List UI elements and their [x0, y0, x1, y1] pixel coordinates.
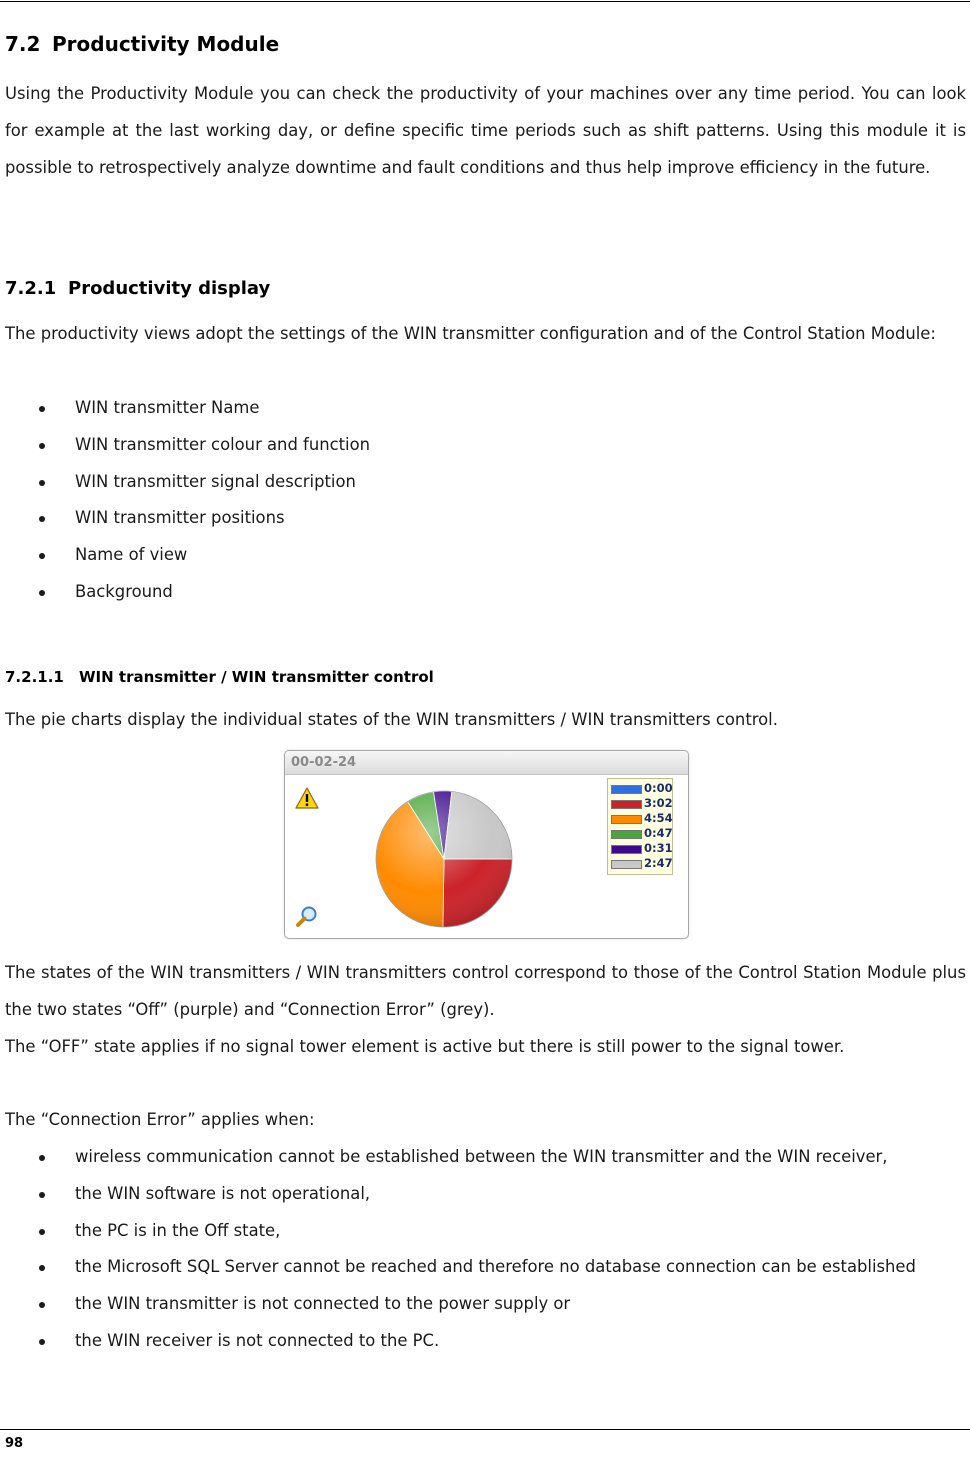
bullet-icon: [39, 443, 45, 449]
productivity-widget: [284, 750, 689, 939]
legend-swatch: [611, 815, 642, 824]
legend-swatch: [611, 830, 642, 839]
subsubsection-title: WIN transmitter / WIN transmitter control: [79, 668, 434, 686]
list-item: WIN transmitter colour and function: [0, 427, 966, 464]
subsection-number: 7.2.1: [5, 278, 57, 299]
states-paragraph: The states of the WIN transmitters / WIN transmitters control correspond to those of the Control Station Module plus the two states “Off” (purple) and “Connection Error” (grey).: [5, 963, 966, 1019]
list-item: WIN transmitter positions: [0, 500, 966, 537]
legend-label: 0:47: [644, 826, 673, 840]
list-item: the Microsoft SQL Server cannot be reached and therefore no database connection can be established: [0, 1249, 966, 1286]
subsubsection-number: 7.2.1.1: [5, 668, 64, 686]
bullet-icon: [39, 406, 45, 412]
off-state-paragraph: The “OFF” state applies if no signal tower element is active but there is still power to the signal tower.: [5, 1037, 845, 1056]
list-item: Background: [0, 574, 966, 611]
section-intro: Using the Productivity Module you can check the productivity of your machines over any time period. You can look for example at the last working day, or define specific time periods such as shift patterns. Using this module it is possible to retrospectively analyze downtime and fault conditions and thus help improve efficiency in the future.: [5, 84, 966, 177]
bullet-icon: [39, 1192, 45, 1198]
pie-legend: [607, 778, 673, 875]
legend-swatch: [611, 860, 642, 869]
bullet-icon: [39, 1302, 45, 1308]
header-rule: [0, 1, 970, 2]
bullet-icon: [39, 590, 45, 596]
legend-label: 3:02: [644, 796, 673, 810]
subsubsection-heading: [5, 668, 434, 686]
widget-title: 00-02-24: [291, 755, 357, 770]
section-heading: [5, 32, 279, 56]
section-title: Productivity Module: [52, 32, 280, 56]
warning-icon[interactable]: [295, 787, 319, 813]
bullet-icon: [39, 1229, 45, 1235]
legend-label: 0:31: [644, 841, 673, 855]
pie-chart: [371, 786, 517, 932]
connection-error-intro: The “Connection Error” applies when:: [5, 1110, 315, 1129]
list-item: the WIN transmitter is not connected to the power supply or: [0, 1286, 966, 1323]
subsection-intro: The productivity views adopt the settings of the WIN transmitter configuration and of the Control Station Module:: [5, 324, 936, 343]
settings-list: [0, 390, 966, 611]
magnifier-icon[interactable]: [295, 905, 319, 933]
subsection-heading: [5, 278, 270, 299]
bullet-icon: [39, 480, 45, 486]
widget-header: [285, 751, 688, 775]
legend-label: 4:54: [644, 811, 673, 825]
legend-swatch: [611, 845, 642, 854]
list-item: the WIN software is not operational,: [0, 1176, 966, 1213]
page-number: 98: [5, 1436, 24, 1451]
bullet-icon: [39, 553, 45, 559]
subsection-title: Productivity display: [68, 278, 271, 299]
bullet-icon: [39, 1155, 45, 1161]
list-item: WIN transmitter signal description: [0, 464, 966, 501]
legend-label: 2:47: [644, 856, 673, 870]
legend-label: 0:00: [644, 781, 673, 795]
connection-error-list: [0, 1139, 966, 1360]
list-item: WIN transmitter Name: [0, 390, 966, 427]
pie-shine: [376, 791, 512, 927]
legend-swatch: [611, 785, 642, 794]
legend-swatch: [611, 800, 642, 809]
bullet-icon: [39, 516, 45, 522]
list-item: the WIN receiver is not connected to the PC.: [0, 1323, 966, 1360]
section-number: 7.2: [5, 32, 41, 56]
pie-intro: The pie charts display the individual states of the WIN transmitters / WIN transmitters control.: [5, 710, 778, 729]
footer-rule: [0, 1429, 970, 1430]
bullet-icon: [39, 1265, 45, 1271]
list-item: the PC is in the Off state,: [0, 1213, 966, 1250]
list-item: Name of view: [0, 537, 966, 574]
bullet-icon: [39, 1339, 45, 1345]
list-item: wireless communication cannot be established between the WIN transmitter and the WIN receiver,: [0, 1139, 966, 1176]
